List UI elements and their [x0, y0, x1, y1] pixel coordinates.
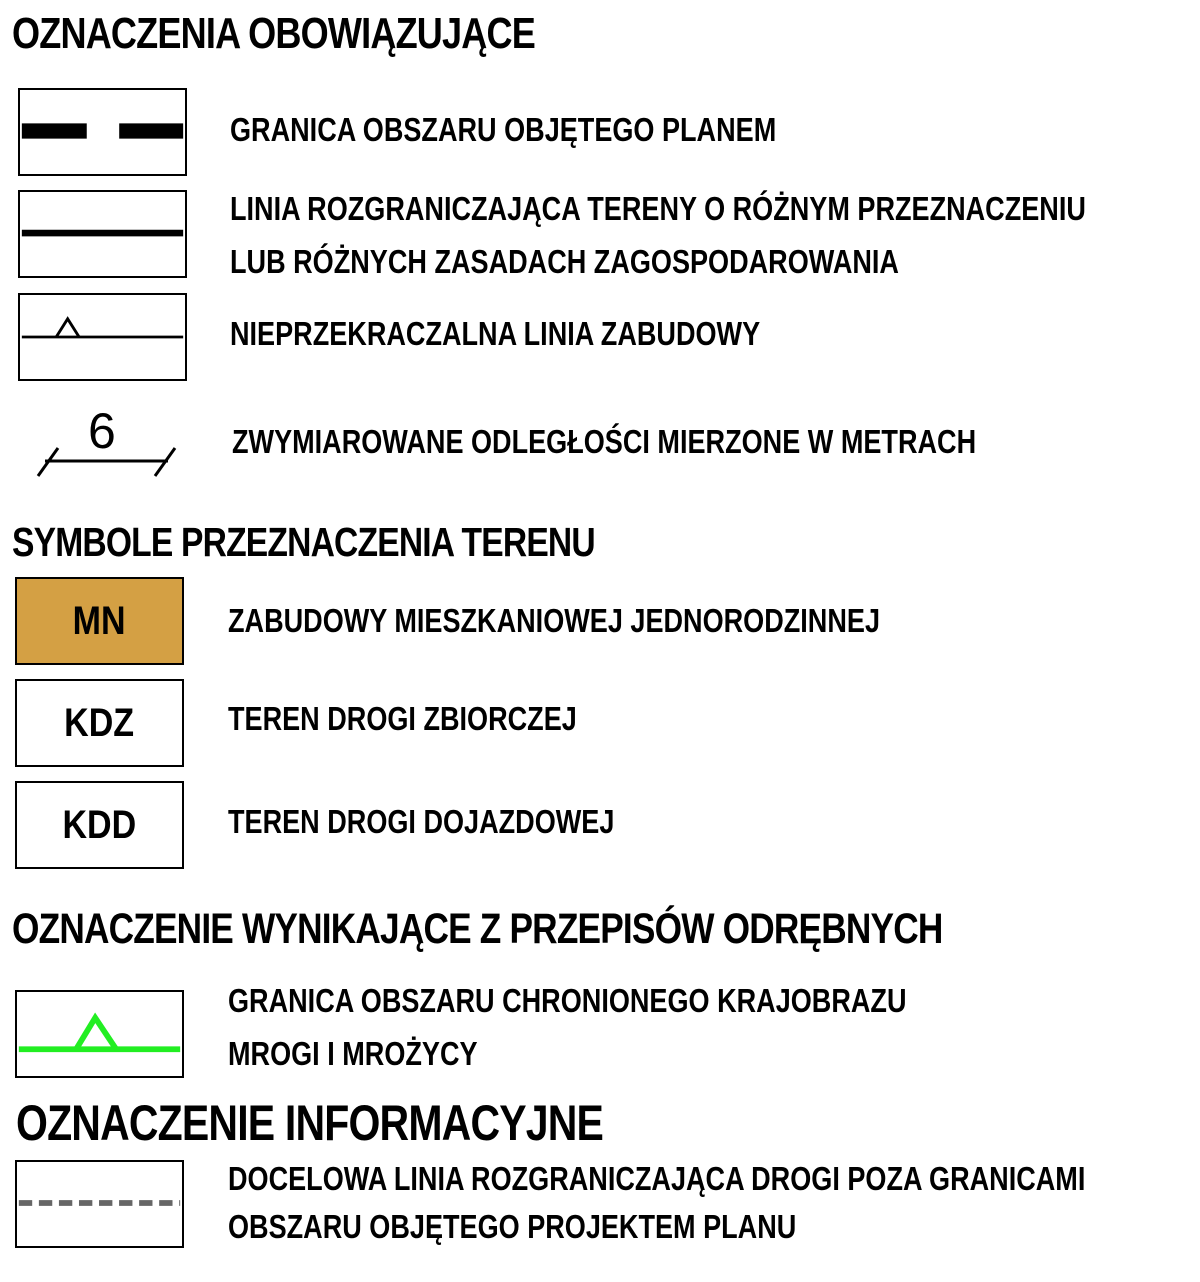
target-road-line-symbol	[15, 1160, 184, 1248]
plan-boundary-symbol	[18, 88, 187, 176]
building-line-label: NIEPRZEKRACZALNA LINIA ZABUDOWY	[230, 315, 761, 352]
gray-dashed-line-icon	[17, 1162, 182, 1246]
solid-line-icon	[20, 192, 185, 276]
target-road-line-label-line2: OBSZARU OBJĘTEGO PROJEKTEM PLANU	[228, 1208, 797, 1245]
plan-boundary-label: GRANICA OBSZARU OBJĘTEGO PLANEM	[230, 111, 777, 148]
mn-label: ZABUDOWY MIESZKANIOWEJ JEDNORODZINNEJ	[228, 602, 881, 639]
protected-landscape-label-line2: MROGI I MROŻYCY	[228, 1035, 478, 1072]
section-title-separate-regulations: OZNACZENIE WYNIKAJĄCE Z PRZEPISÓW ODRĘBNYCH	[12, 905, 943, 953]
dimension-symbol	[30, 400, 190, 485]
kdd-symbol	[15, 781, 184, 869]
thick-dashed-line-icon	[20, 90, 185, 174]
kdd-code: KDD	[62, 803, 137, 847]
line-with-triangle-icon	[20, 295, 185, 379]
dividing-line-symbol	[18, 190, 187, 278]
section-title-land-use: SYMBOLE PRZEZNACZENIA TERENU	[12, 519, 595, 565]
mn-symbol	[15, 577, 184, 665]
building-line-symbol	[18, 293, 187, 381]
mn-code: MN	[73, 599, 126, 643]
dividing-line-label-line2: LUB RÓŻNYCH ZASADACH ZAGOSPODAROWANIA	[230, 243, 899, 280]
kdd-label: TEREN DROGI DOJAZDOWEJ	[228, 803, 615, 840]
protected-landscape-symbol	[15, 990, 184, 1078]
kdz-symbol	[15, 679, 184, 767]
dimension-label: ZWYMIAROWANE ODLEGŁOŚCI MIERZONE W METRACH	[232, 423, 977, 460]
target-road-line-label-line1: DOCELOWA LINIA ROZGRANICZAJĄCA DROGI POZA GRANICAMI	[228, 1160, 1086, 1197]
dividing-line-label-line1: LINIA ROZGRANICZAJĄCA TERENY O RÓŻNYM PRZEZNACZENIU	[230, 190, 1086, 227]
section-title-binding: OZNACZENIA OBOWIĄZUJĄCE	[12, 9, 535, 58]
kdz-label: TEREN DROGI ZBIORCZEJ	[228, 700, 577, 737]
green-line-with-triangle-icon	[17, 992, 182, 1076]
section-title-informational: OZNACZENIE INFORMACYJNE	[16, 1095, 604, 1151]
kdz-code: KDZ	[64, 701, 135, 745]
dimension-value: 6	[88, 403, 116, 459]
protected-landscape-label-line1: GRANICA OBSZARU CHRONIONEGO KRAJOBRAZU	[228, 982, 907, 1019]
